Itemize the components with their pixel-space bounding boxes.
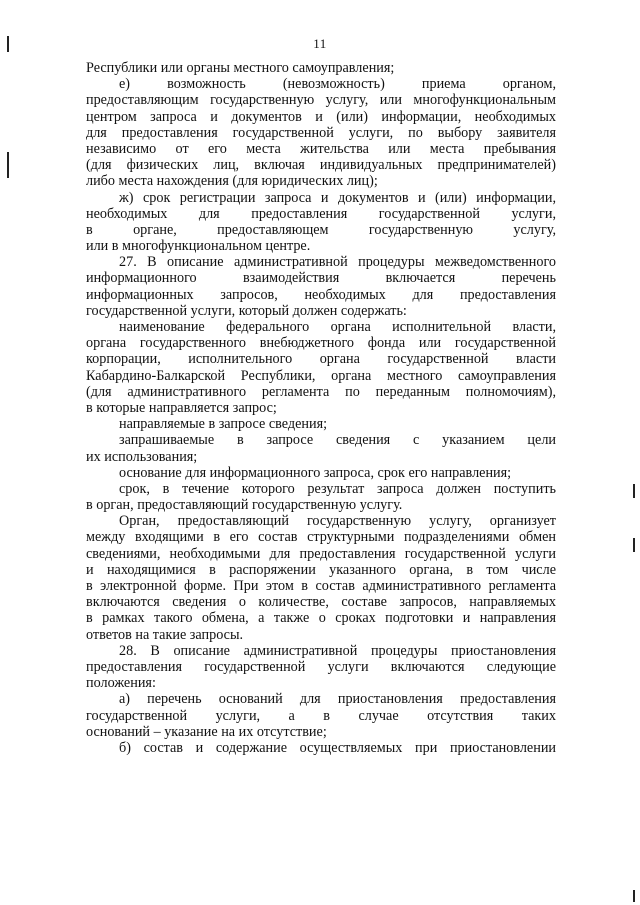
text-line: е) возможность (невозможность) приема органом, <box>119 76 556 93</box>
text-line: информационных запросов, необходимых для предоставления <box>86 286 556 303</box>
text-line: сведениями, необходимыми для предоставления государственной услуги <box>86 545 556 562</box>
text-line: (для физических лиц, включая индивидуальных предпринимателей) <box>86 157 556 174</box>
text-line: 28. В описание административной процедуры приостановления <box>119 642 556 659</box>
text-line: в органе, предоставляющем государственную услугу, <box>86 221 556 238</box>
text-line: положения: <box>86 675 156 692</box>
text-line: запрашиваемые в запросе сведения с указанием цели <box>119 432 556 449</box>
text-line: включаются сведения о количестве, составе запросов, направляемых <box>86 594 556 611</box>
text-line: в рамках такого обмена, а также о сроках подготовки и направления <box>86 610 556 627</box>
text-line: Кабардино-Балкарской Республики, органа местного самоуправления <box>86 367 556 384</box>
text-line: или в многофункциональном центре. <box>86 238 311 255</box>
text-line: Республики или органы местного самоуправления; <box>86 60 395 76</box>
text-line: а) перечень оснований для приостановления предоставления <box>119 691 556 708</box>
text-line: государственной услуги, а в случае отсутствия таких <box>86 707 556 724</box>
text-line: и находящимися в распоряжении указанного органа, в том числе <box>86 561 556 578</box>
margin-mark <box>7 152 9 178</box>
text-line: предоставления государственной услуги включаются следующие <box>86 658 556 675</box>
text-line: Орган, предоставляющий государственную услугу, организует <box>119 513 556 530</box>
text-line: в которые направляется запрос; <box>86 399 277 416</box>
text-line: центром запроса и документов и (или) информации, необходимых <box>86 108 556 125</box>
text-line: срок, в течение которого результат запроса должен поступить <box>119 480 556 497</box>
text-line: направляемые в запросе сведения; <box>119 416 328 433</box>
text-line: либо места нахождения (для юридических лиц); <box>86 173 378 190</box>
text-line: информационного взаимодействия включается перечень <box>86 270 556 287</box>
text-line: в орган, предоставляющий государственную услугу. <box>86 497 403 514</box>
text-line: независимо от его места жительства или места пребывания <box>86 140 556 157</box>
text-line: между входящими в его состав структурными подразделениями обмен <box>86 529 556 546</box>
margin-mark <box>633 484 635 498</box>
text-line: необходимых для предоставления государственной услуги, <box>86 205 556 222</box>
text-line: ж) срок регистрации запроса и документов и (или) информации, <box>119 189 556 206</box>
text-line: для предоставления государственной услуги, по выбору заявителя <box>86 124 556 141</box>
text-line: основание для информационного запроса, срок его направления; <box>119 464 512 481</box>
text-line: наименование федерального органа исполнительной власти, <box>119 319 556 335</box>
text-line: их использования; <box>86 448 198 465</box>
text-line: предоставляющим государственную услугу, или многофункциональным <box>86 92 556 109</box>
text-line: ответов на такие запросы. <box>86 626 244 643</box>
text-line: 27. В описание административной процедуры межведомственного <box>119 254 556 271</box>
text-line: государственной услуги, который должен содержать: <box>86 302 407 319</box>
text-line: органа государственного внебюджетного фонда или государственной <box>86 335 556 352</box>
margin-mark <box>633 890 635 902</box>
text-line: корпорации, исполнительного органа государственной власти <box>86 351 556 368</box>
text-line: в электронной форме. При этом в состав административного регламента <box>86 578 556 594</box>
document-body <box>86 60 556 756</box>
margin-mark <box>633 538 635 552</box>
page-number: 11 <box>313 36 327 51</box>
text-line: оснований – указание на их отсутствие; <box>86 723 327 740</box>
text-line: (для административного регламента по переданным полномочиям), <box>86 383 556 400</box>
text-line: б) состав и содержание осуществляемых при приостановлении <box>119 739 556 756</box>
